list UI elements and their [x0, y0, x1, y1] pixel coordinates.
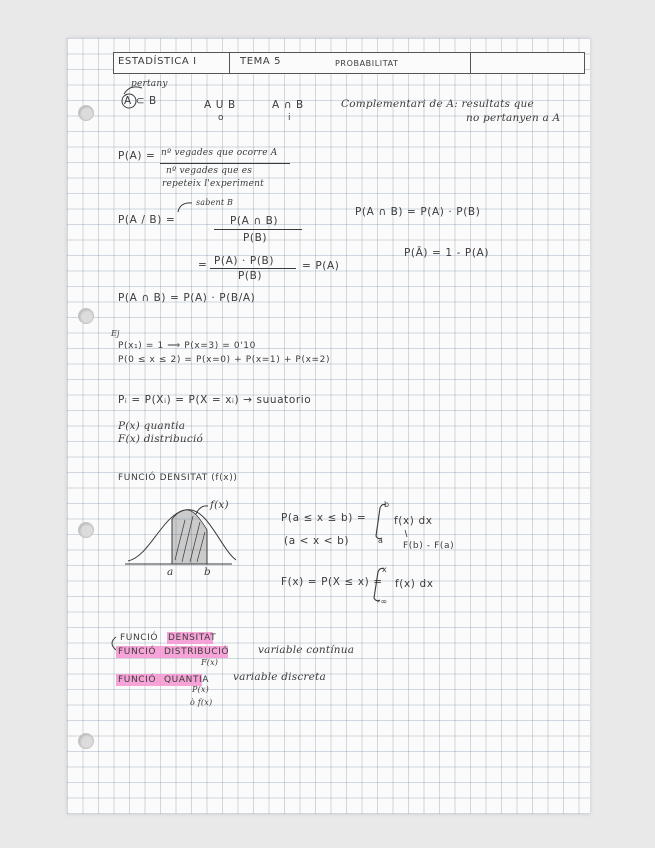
variable-continua: variable contínua [258, 644, 355, 656]
sabent-note: sabent B [196, 198, 234, 207]
header-topic: PROBABILITAT [335, 59, 399, 68]
sum-one-eq: P(x₁) = 1 ⟹ P(x=3) = 0'10 [118, 341, 256, 351]
variable-discreta: variable discreta [233, 671, 326, 683]
distribucio-label: F(x) distribució [118, 433, 204, 445]
interval-prob: P(a ≤ x ≤ b) = [281, 512, 367, 524]
summary-funcio-1: FUNCIÓ [120, 633, 159, 643]
px-sub-note: ò f(x) [190, 698, 213, 707]
cdf-lower: -∞ [377, 597, 388, 606]
fx-note: F(x) [201, 658, 219, 667]
integrand: f(x) dx [394, 515, 433, 527]
product-rule: P(A ∩ B) = P(A) · P(B/A) [118, 292, 256, 304]
pa-lhs: P(A) = [118, 150, 156, 162]
cond-result: = P(A) [302, 260, 340, 272]
summary-funcio-3: FUNCIÓ [118, 675, 157, 685]
pa-numerator: nº vegades que ocorre A [161, 148, 278, 158]
pa-denominator-1: nº vegades que es [166, 166, 253, 176]
fraction-bar [160, 163, 290, 164]
integral-sign [376, 504, 386, 538]
complement-eq: P(Ā) = 1 - P(A) [404, 247, 490, 259]
integral-result: F(b) - F(a) [403, 541, 455, 551]
cdf-integrand: f(x) dx [395, 578, 434, 590]
summary-quantia: QUANTIA [164, 675, 210, 685]
b-label: b [204, 566, 211, 578]
interval-open: (a < x < b) [284, 535, 350, 547]
a-label: a [167, 566, 174, 578]
cond-numerator: P(A ∩ B) [230, 215, 279, 227]
px-note: P(x) [192, 685, 209, 694]
header-unit: TEMA 5 [240, 56, 282, 67]
cond-denominator: P(B) [243, 232, 268, 244]
cdf-lhs: F(x) = P(X ≤ x) = [281, 576, 383, 588]
independence-eq: P(A ∩ B) = P(A) · P(B) [355, 206, 481, 218]
pertany-note: pertany [131, 79, 168, 89]
small-arrow [405, 530, 407, 537]
integral-upper: b [384, 500, 390, 509]
range-eq: P(0 ≤ x ≤ 2) = P(x=0) + P(x=1) + P(x=2) [118, 355, 331, 365]
sabent-arrow [178, 203, 192, 212]
cond-lhs: P(A / B) = [118, 214, 176, 226]
summary-funcio-2: FUNCIÓ [118, 647, 157, 657]
complement-text-2: no pertanyen a A [466, 112, 561, 124]
summary-distribucio: DISTRIBUCIÓ [164, 647, 230, 657]
integral-lower: a [378, 536, 384, 545]
margin-note: Ej [111, 329, 120, 338]
cond-equals: = [198, 259, 208, 271]
density-title: FUNCIÓ DENSITAT (f(x)) [118, 473, 238, 483]
summary-densitat: DENSITAT [168, 633, 217, 643]
fraction-bar [210, 268, 296, 269]
subset-notation: A ⊂ B [124, 95, 157, 107]
quantia-label: P(x) quantia [118, 420, 186, 432]
cond-denominator-2: P(B) [238, 270, 263, 282]
union-word: o [218, 113, 225, 123]
intersection-word: i [288, 113, 292, 123]
cdf-upper: x [382, 565, 388, 574]
complement-text-1: Complementari de A: resultats que [341, 98, 534, 110]
intersection-notation: A ∩ B [272, 99, 304, 111]
union-notation: A U B [204, 99, 236, 111]
fraction-bar [214, 229, 302, 230]
curve-label: f(x) [210, 499, 229, 511]
shaded-area [172, 510, 207, 564]
pi-eq: Pᵢ = P(Xᵢ) = P(X = xᵢ) → suuatorio [118, 394, 312, 406]
cond-numerator-2: P(A) · P(B) [214, 255, 275, 267]
header-subject: ESTADÍSTICA I [118, 56, 197, 67]
pa-denominator-2: repeteix l'experiment [162, 179, 264, 189]
